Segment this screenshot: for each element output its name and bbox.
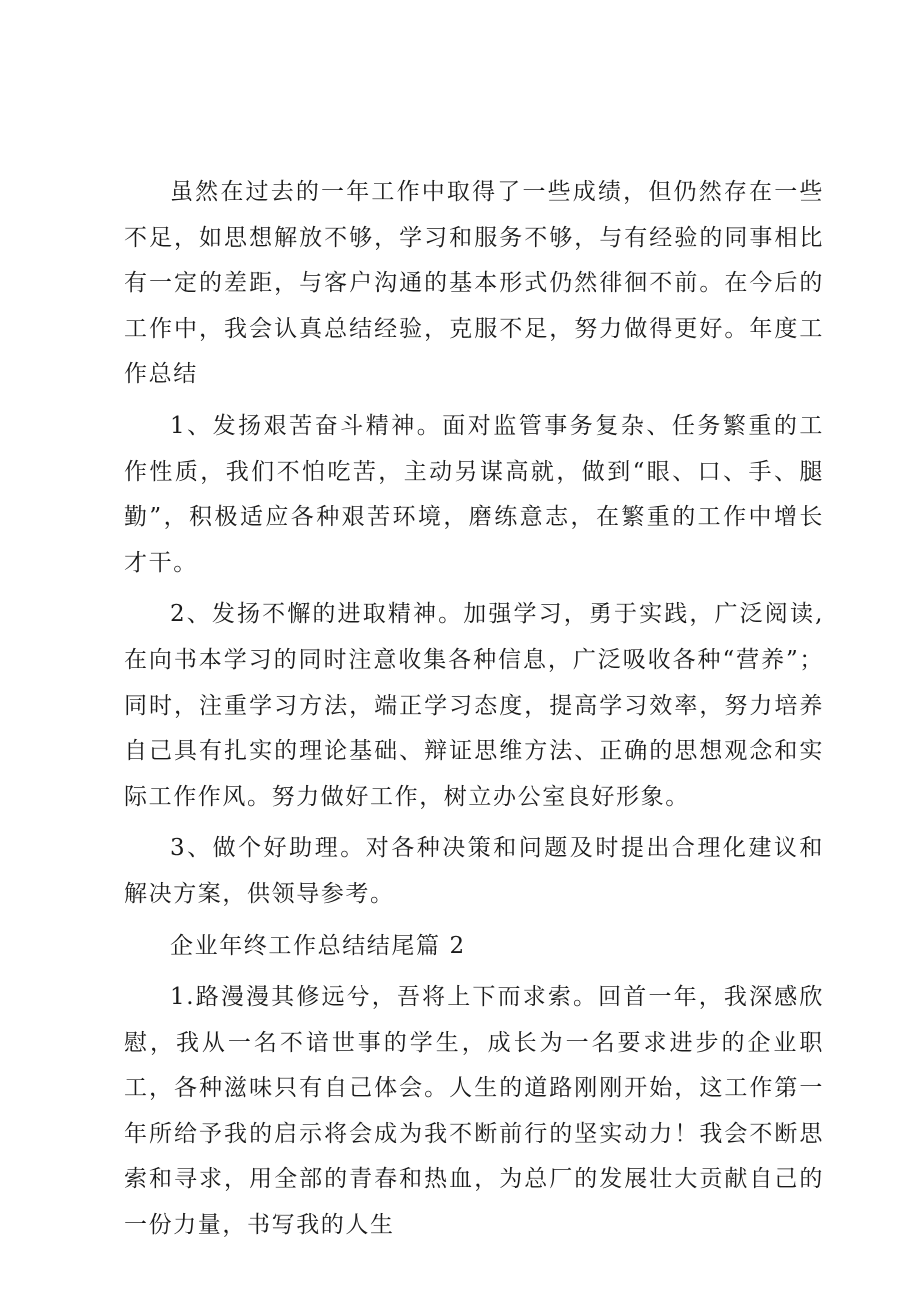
paragraph-point-2: 2、发扬不懈的进取精神。加强学习，勇于实践，广泛阅读,在向书本学习的同时注意收集各种信息，广泛吸收各种“营养”；同时，注重学习方法，端正学习态度，提高学习效率，努力培养自己具有扎实的理论基础、辩证思维方法、正确的思想观念和实际工作作风。努力做好工作，树立办公室良好形象。 [124, 601, 824, 810]
paragraph-summary: 虽然在过去的一年工作中取得了一些成绩，但仍然存在一些不足，如思想解放不够，学习和服务不够，与有经验的同事相比有一定的差距，与客户沟通的基本形式仍然徘徊不前。在今后的工作中，我会认真总结经验，克服不足，努力做得更好。年度工作总结 [124, 179, 824, 388]
document-body [124, 170, 824, 1255]
paragraph-point-3: 3、做个好助理。对各种决策和问题及时提出合理化建议和解决方案，供领导参考。 [124, 835, 824, 907]
paragraph-point-1: 1、发扬艰苦奋斗精神。面对监管事务复杂、任务繁重的工作性质，我们不怕吃苦，主动另谋高就，做到“眼、口、手、腿勤”，积极适应各种艰苦环境，磨练意志，在繁重的工作中增长才干。 [124, 412, 824, 576]
paragraph-section-2-point-1: 1.路漫漫其修远兮，吾将上下而求索。回首一年，我深感欣慰，我从一名不谙世事的学生，成长为一名要求进步的企业职工，各种滋味只有自己体会。人生的道路刚刚开始，这工作第一年所给予我的启示将会成为我不断前行的坚实动力！我会不断思索和寻求，用全部的青春和热血，为总厂的发展壮大贡献自己的一份力量，书写我的人生 [124, 984, 824, 1239]
section-heading: 企业年终工作总结结尾篇 2 [170, 932, 466, 959]
